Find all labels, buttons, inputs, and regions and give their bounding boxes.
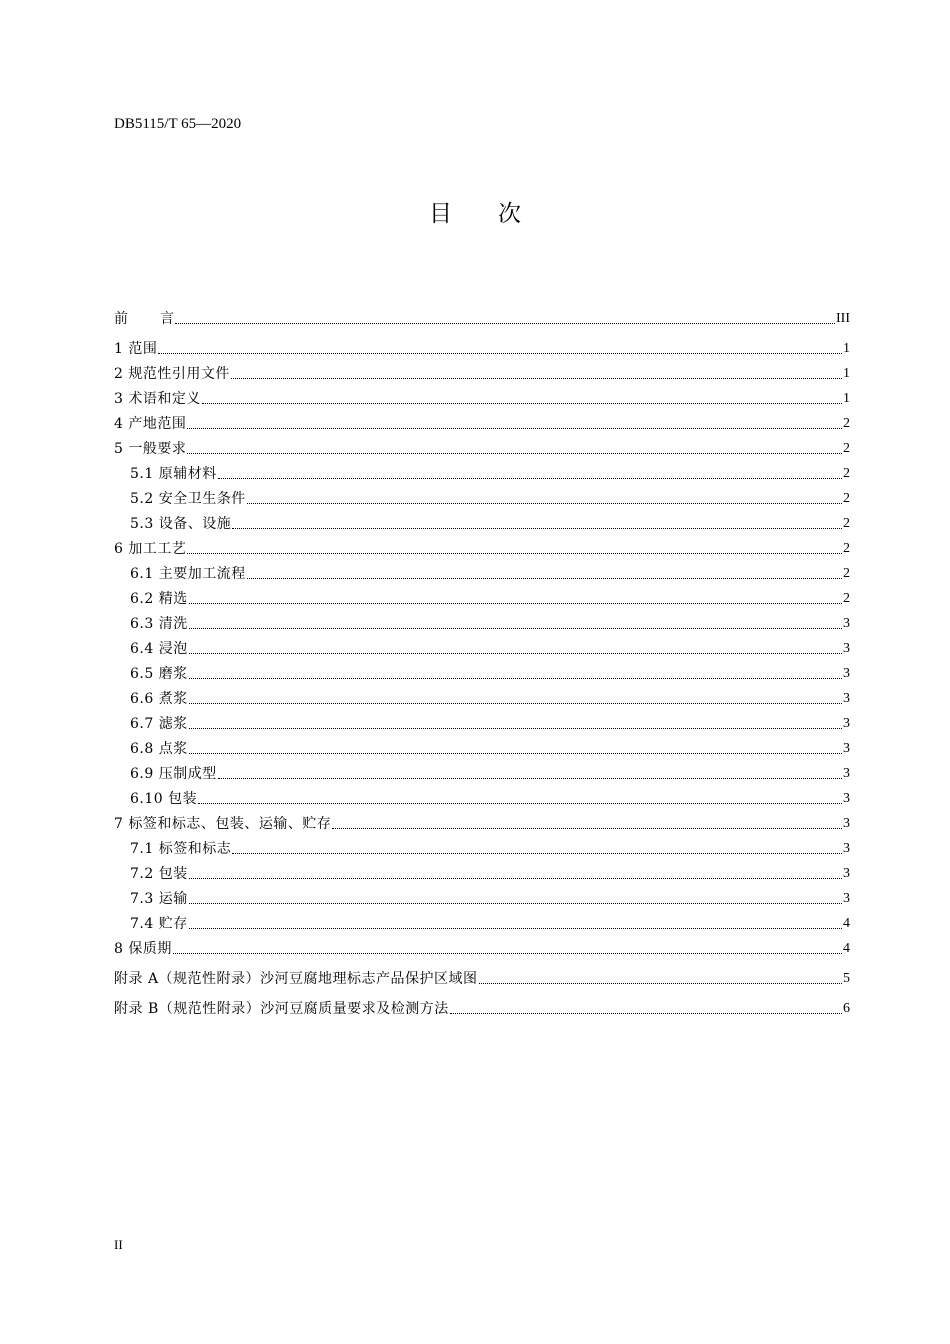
dot-leader — [247, 503, 842, 504]
dot-leader — [187, 428, 842, 429]
dot-leader — [232, 528, 842, 529]
toc-entry-label: 3 术语和定义 — [114, 391, 201, 407]
toc-entry-page: 3 — [843, 666, 850, 681]
toc-entry-label: 6.6 煮浆 — [130, 691, 188, 707]
toc-subentry[interactable] — [130, 863, 850, 885]
dot-leader — [175, 323, 835, 324]
toc-entry-label: 6.7 滤浆 — [130, 716, 188, 732]
toc-entry-label: 6.3 清洗 — [130, 616, 188, 632]
document-code: DB5115/T 65—2020 — [114, 116, 242, 132]
toc-subentry[interactable] — [130, 663, 850, 685]
page-number: II — [114, 1237, 123, 1252]
toc-entry-label: 1 范围 — [114, 341, 158, 357]
dot-leader — [187, 553, 842, 554]
toc-subentry[interactable] — [130, 488, 850, 510]
toc-subentry[interactable] — [130, 888, 850, 910]
toc-entry-page: 3 — [843, 891, 850, 906]
toc-entry-label: 7.2 包装 — [130, 866, 188, 882]
toc-entry-label: 6.10 包装 — [130, 791, 198, 807]
toc-entry-label: 6.5 磨浆 — [130, 666, 188, 682]
toc-entry-page: 3 — [843, 766, 850, 781]
dot-leader — [218, 478, 842, 479]
toc-entry-page: 3 — [843, 691, 850, 706]
dot-leader — [158, 353, 842, 354]
toc-entry-annex-b[interactable] — [114, 998, 850, 1020]
dot-leader — [231, 378, 842, 379]
toc-entry-page: 4 — [843, 941, 850, 956]
toc-subentry[interactable] — [130, 713, 850, 735]
toc-entry-page: 2 — [843, 416, 850, 431]
toc-entry-label: 8 保质期 — [114, 941, 172, 957]
toc-subentry[interactable] — [130, 913, 850, 935]
toc-entry-page: 6 — [843, 1001, 850, 1016]
toc-entry-label: 7.3 运输 — [130, 891, 188, 907]
toc-entry-page: 1 — [843, 341, 850, 356]
toc-subentry[interactable] — [130, 738, 850, 760]
toc-entry-page: 3 — [843, 866, 850, 881]
dot-leader — [247, 578, 842, 579]
toc-subentry[interactable] — [130, 763, 850, 785]
toc-entry-label: 5.1 原辅材料 — [130, 466, 217, 482]
toc-entry-label: 7 标签和标志、包装、运输、贮存 — [114, 816, 332, 832]
dot-leader — [189, 753, 842, 754]
toc-entry-page: 4 — [843, 916, 850, 931]
toc-subentry[interactable] — [130, 638, 850, 660]
toc-title-char-1: 目 — [429, 201, 452, 227]
toc-entry-label: 前 言 — [114, 311, 174, 327]
dot-leader — [189, 903, 842, 904]
dot-leader — [173, 953, 842, 954]
toc-entry-page: 1 — [843, 366, 850, 381]
toc-entry-page: 5 — [843, 971, 850, 986]
toc-entry[interactable] — [114, 338, 850, 360]
dot-leader — [189, 603, 842, 604]
toc-entry-foreword[interactable] — [114, 308, 850, 330]
toc-entry-page: 1 — [843, 391, 850, 406]
dot-leader — [189, 678, 842, 679]
dot-leader — [332, 828, 842, 829]
toc-entry[interactable] — [114, 438, 850, 460]
toc-subentry[interactable] — [130, 788, 850, 810]
toc-entry-label: 6.2 精选 — [130, 591, 188, 607]
dot-leader — [189, 653, 842, 654]
dot-leader — [450, 1013, 842, 1014]
toc-entry-page: 2 — [843, 441, 850, 456]
toc-entry-page: 3 — [843, 816, 850, 831]
toc-entry-page: 3 — [843, 616, 850, 631]
dot-leader — [202, 403, 842, 404]
toc-subentry[interactable] — [130, 688, 850, 710]
toc-title — [0, 198, 950, 230]
toc-entry-page: 3 — [843, 716, 850, 731]
toc-entry-label: 5.2 安全卫生条件 — [130, 491, 246, 507]
toc-entry-label: 2 规范性引用文件 — [114, 366, 230, 382]
toc-entry-label: 附录 A（规范性附录）沙河豆腐地理标志产品保护区域图 — [114, 971, 478, 987]
dot-leader — [218, 778, 842, 779]
toc-subentry[interactable] — [130, 613, 850, 635]
toc-entry-label: 7.4 贮存 — [130, 916, 188, 932]
dot-leader — [189, 878, 842, 879]
toc-title-char-2: 次 — [498, 201, 521, 227]
dot-leader — [479, 983, 842, 984]
toc-entry-annex-a[interactable] — [114, 968, 850, 990]
toc-entry-label: 6.4 浸泡 — [130, 641, 188, 657]
toc-entry-label: 5 一般要求 — [114, 441, 187, 457]
dot-leader — [189, 928, 842, 929]
toc-entry-label: 7.1 标签和标志 — [130, 841, 232, 857]
toc-entry-page: 2 — [843, 591, 850, 606]
toc-entry-label: 6.8 点浆 — [130, 741, 188, 757]
toc-entry-label: 6.1 主要加工流程 — [130, 566, 246, 582]
toc-entry-label: 5.3 设备、设施 — [130, 516, 232, 532]
toc-entry-label: 4 产地范围 — [114, 416, 187, 432]
toc-subentry[interactable] — [130, 513, 850, 535]
toc-entry-page: 2 — [843, 491, 850, 506]
toc-entry-page: 2 — [843, 516, 850, 531]
toc-entry-label: 6 加工工艺 — [114, 541, 187, 557]
toc-entry-page: 3 — [843, 791, 850, 806]
dot-leader — [232, 853, 842, 854]
toc-subentry[interactable] — [130, 463, 850, 485]
toc-subentry[interactable] — [130, 563, 850, 585]
toc-entry-page: III — [836, 311, 850, 326]
toc-entry[interactable] — [114, 388, 850, 410]
dot-leader — [189, 728, 842, 729]
toc-entry-page: 2 — [843, 566, 850, 581]
dot-leader — [198, 803, 842, 804]
toc-entry-page: 3 — [843, 841, 850, 856]
toc-subentry[interactable] — [130, 588, 850, 610]
toc-entry-label: 6.9 压制成型 — [130, 766, 217, 782]
toc-entry[interactable] — [114, 538, 850, 560]
toc-entry-page: 2 — [843, 541, 850, 556]
toc-entry[interactable] — [114, 938, 850, 960]
toc-subentry[interactable] — [130, 838, 850, 860]
dot-leader — [187, 453, 842, 454]
toc-entry[interactable] — [114, 363, 850, 385]
toc-entry[interactable] — [114, 413, 850, 435]
toc-entry-page: 2 — [843, 466, 850, 481]
toc-entry-page: 3 — [843, 741, 850, 756]
dot-leader — [189, 703, 842, 704]
toc-entry[interactable] — [114, 813, 850, 835]
dot-leader — [189, 628, 842, 629]
toc-entry-label: 附录 B（规范性附录）沙河豆腐质量要求及检测方法 — [114, 1001, 449, 1017]
toc-entry-page: 3 — [843, 641, 850, 656]
